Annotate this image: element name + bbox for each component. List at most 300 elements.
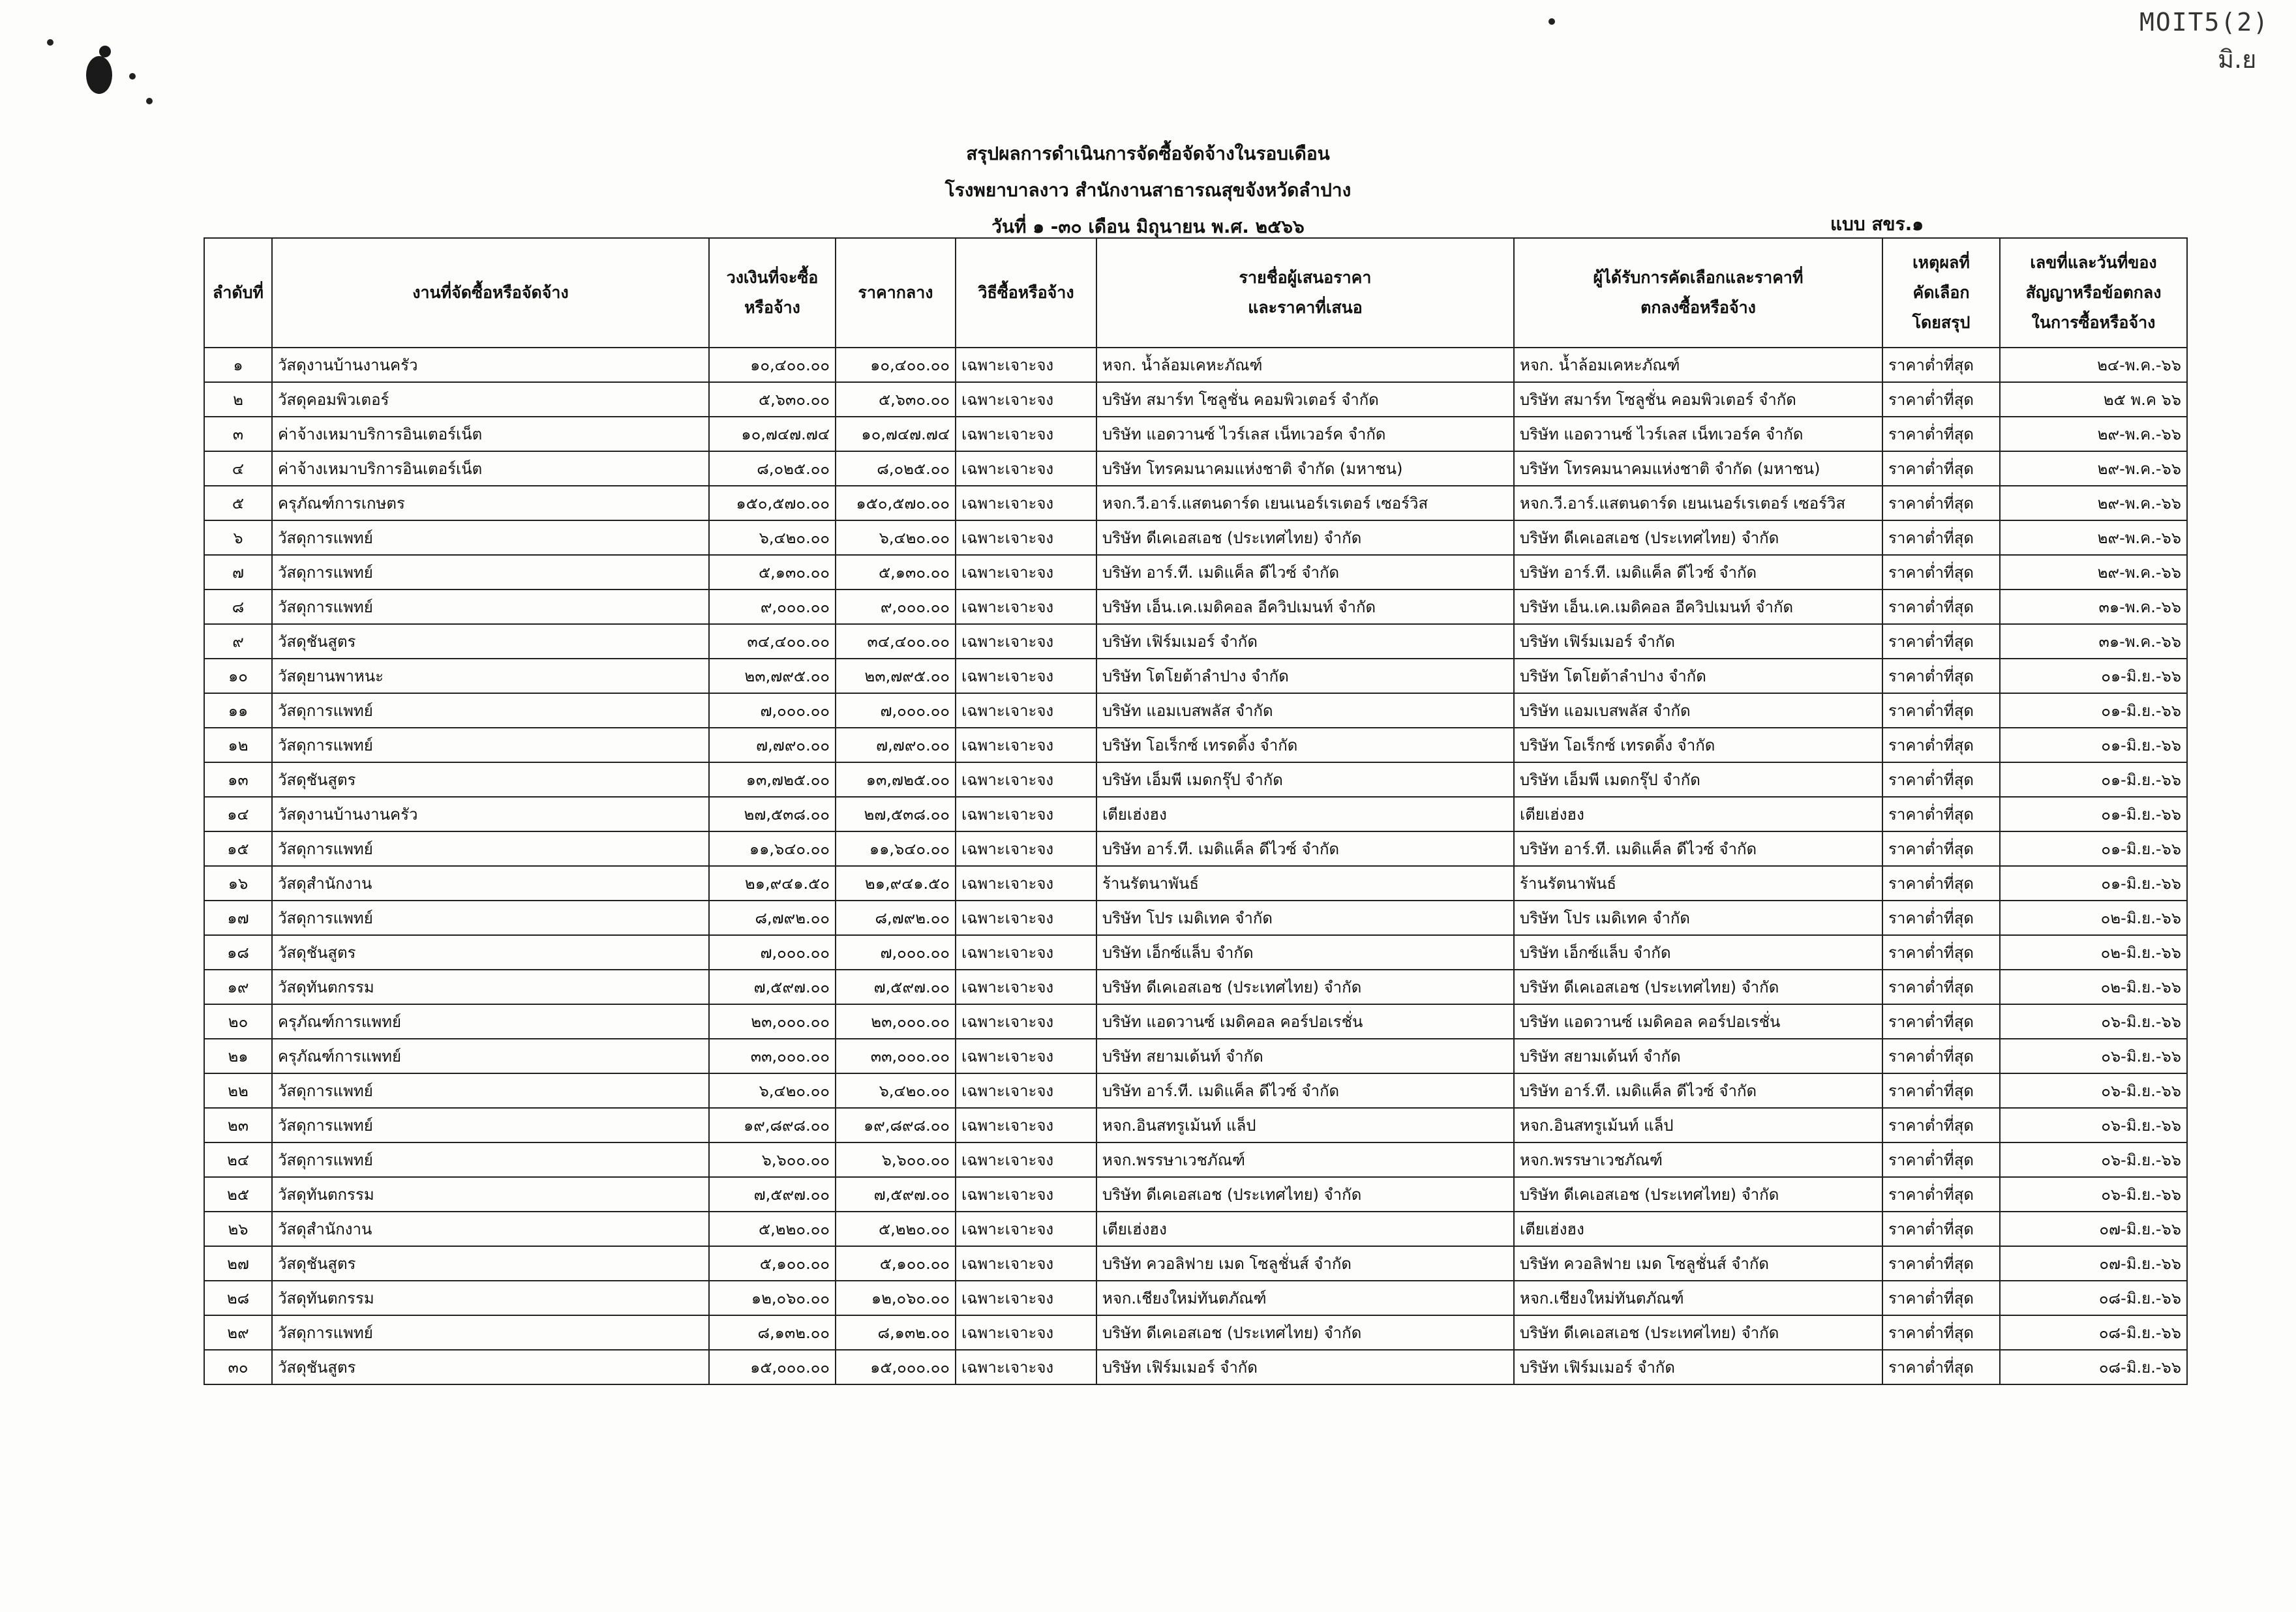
table-row bbox=[204, 659, 2187, 693]
cell-contract: ๐๖-มิ.ย.-๖๖ bbox=[2000, 1177, 2187, 1212]
cell-contract: ๐๒-มิ.ย.-๖๖ bbox=[2000, 970, 2187, 1004]
header-row bbox=[204, 238, 2187, 348]
cell-no: ๘ bbox=[204, 590, 272, 624]
cell-method: เฉพาะเจาะจง bbox=[956, 693, 1096, 728]
cell-winner: บริษัท สยามเด้นท์ จำกัด bbox=[1514, 1039, 1882, 1073]
table-row bbox=[204, 901, 2187, 935]
cell-item: วัสดุการแพทย์ bbox=[272, 693, 709, 728]
cell-winner: บริษัท สมาร์ท โซลูชั่น คอมพิวเตอร์ จำกัด bbox=[1514, 382, 1882, 417]
cell-budget: ๕,๑๓๐.๐๐ bbox=[709, 555, 836, 590]
report-period: วันที่ ๑ -๓๐ เดือน มิถุนายน พ.ศ. ๒๕๖๖ bbox=[991, 216, 1305, 237]
cell-item: วัสดุสำนักงาน bbox=[272, 1212, 709, 1246]
ink-smudge-mark bbox=[86, 56, 112, 94]
cell-reason: ราคาต่ำที่สุด bbox=[1882, 1073, 2000, 1108]
cell-contract: ๒๙-พ.ค.-๖๖ bbox=[2000, 417, 2187, 451]
ink-speck-mark bbox=[129, 73, 136, 80]
table-row bbox=[204, 1142, 2187, 1177]
cell-bidder: บริษัท เอ็กซ์แล็บ จำกัด bbox=[1096, 935, 1514, 970]
cell-reason: ราคาต่ำที่สุด bbox=[1882, 1350, 2000, 1384]
cell-reason: ราคาต่ำที่สุด bbox=[1882, 762, 2000, 797]
cell-item: วัสดุชันสูตร bbox=[272, 1350, 709, 1384]
cell-no: ๑ bbox=[204, 348, 272, 382]
cell-median: ๕,๑๓๐.๐๐ bbox=[836, 555, 956, 590]
cell-method: เฉพาะเจาะจง bbox=[956, 1142, 1096, 1177]
cell-reason: ราคาต่ำที่สุด bbox=[1882, 1281, 2000, 1315]
cell-no: ๑๒ bbox=[204, 728, 272, 762]
cell-bidder: หจก.เชียงใหม่ทันตภัณฑ์ bbox=[1096, 1281, 1514, 1315]
cell-method: เฉพาะเจาะจง bbox=[956, 1073, 1096, 1108]
cell-contract: ๐๑-มิ.ย.-๖๖ bbox=[2000, 762, 2187, 797]
cell-reason: ราคาต่ำที่สุด bbox=[1882, 1177, 2000, 1212]
cell-bidder: บริษัท โตโยต้าลำปาง จำกัด bbox=[1096, 659, 1514, 693]
cell-budget: ๒๑,๙๔๑.๕๐ bbox=[709, 866, 836, 901]
cell-no: ๑๑ bbox=[204, 693, 272, 728]
cell-winner: บริษัท ควอลิฟาย เมด โซลูชั่นส์ จำกัด bbox=[1514, 1246, 1882, 1281]
col-header-item-text: งานที่จัดซื้อหรือจัดจ้าง bbox=[412, 283, 569, 302]
cell-median: ๕,๖๓๐.๐๐ bbox=[836, 382, 956, 417]
cell-median: ๑๙,๘๙๘.๐๐ bbox=[836, 1108, 956, 1142]
cell-no: ๒๕ bbox=[204, 1177, 272, 1212]
cell-median: ๒๗,๕๓๘.๐๐ bbox=[836, 797, 956, 831]
cell-reason: ราคาต่ำที่สุด bbox=[1882, 1039, 2000, 1073]
cell-budget: ๑๐,๗๔๗.๗๔ bbox=[709, 417, 836, 451]
cell-reason: ราคาต่ำที่สุด bbox=[1882, 1004, 2000, 1039]
cell-item: วัสดุการแพทย์ bbox=[272, 901, 709, 935]
cell-method: เฉพาะเจาะจง bbox=[956, 1039, 1096, 1073]
cell-no: ๒๗ bbox=[204, 1246, 272, 1281]
cell-method: เฉพาะเจาะจง bbox=[956, 762, 1096, 797]
ink-speck-mark bbox=[1548, 18, 1555, 25]
cell-bidder: หจก. น้ำล้อมเคหะภัณฑ์ bbox=[1096, 348, 1514, 382]
cell-median: ๕,๑๐๐.๐๐ bbox=[836, 1246, 956, 1281]
cell-no: ๑๖ bbox=[204, 866, 272, 901]
cell-budget: ๒๓,๗๙๕.๐๐ bbox=[709, 659, 836, 693]
cell-winner: บริษัท ดีเคเอสเอช (ประเทศไทย) จำกัด bbox=[1514, 520, 1882, 555]
cell-contract: ๐๒-มิ.ย.-๖๖ bbox=[2000, 901, 2187, 935]
cell-winner: หจก.วี.อาร์.แสตนดาร์ด เยนเนอร์เรเตอร์ เซอร์วิส bbox=[1514, 486, 1882, 520]
cell-reason: ราคาต่ำที่สุด bbox=[1882, 1246, 2000, 1281]
cell-winner: หจก.เชียงใหม่ทันตภัณฑ์ bbox=[1514, 1281, 1882, 1315]
cell-winner: บริษัท เฟิร์มเมอร์ จำกัด bbox=[1514, 624, 1882, 659]
cell-contract: ๐๖-มิ.ย.-๖๖ bbox=[2000, 1039, 2187, 1073]
cell-winner: ร้านรัตนาพันธ์ bbox=[1514, 866, 1882, 901]
cell-median: ๕,๒๒๐.๐๐ bbox=[836, 1212, 956, 1246]
report-title: สรุปผลการดำเนินการจัดซื้อจัดจ้างในรอบเดือน bbox=[966, 143, 1330, 164]
cell-winner: บริษัท เอ็น.เค.เมดิคอล อีควิปเมนท์ จำกัด bbox=[1514, 590, 1882, 624]
cell-median: ๘,๐๒๕.๐๐ bbox=[836, 451, 956, 486]
cell-bidder: บริษัท ดีเคเอสเอช (ประเทศไทย) จำกัด bbox=[1096, 520, 1514, 555]
table-row bbox=[204, 348, 2187, 382]
cell-bidder: บริษัท เอ็มพี เมดกรุ๊ป จำกัด bbox=[1096, 762, 1514, 797]
table-row bbox=[204, 451, 2187, 486]
cell-budget: ๗,๐๐๐.๐๐ bbox=[709, 935, 836, 970]
col-header-winner bbox=[1514, 238, 1882, 348]
cell-item: วัสดุการแพทย์ bbox=[272, 1315, 709, 1350]
cell-bidder: บริษัท ควอลิฟาย เมด โซลูชั่นส์ จำกัด bbox=[1096, 1246, 1514, 1281]
col-header-contract-line1: เลขที่และวันที่ของ bbox=[2030, 253, 2157, 272]
cell-reason: ราคาต่ำที่สุด bbox=[1882, 348, 2000, 382]
table-row bbox=[204, 1281, 2187, 1315]
cell-budget: ๖,๔๒๐.๐๐ bbox=[709, 1073, 836, 1108]
cell-budget: ๕,๑๐๐.๐๐ bbox=[709, 1246, 836, 1281]
cell-contract: ๐๑-มิ.ย.-๖๖ bbox=[2000, 797, 2187, 831]
cell-bidder: บริษัท อาร์.ที. เมดิแค็ล ดีไวซ์ จำกัด bbox=[1096, 555, 1514, 590]
cell-contract: ๒๔-พ.ค.-๖๖ bbox=[2000, 348, 2187, 382]
table-row bbox=[204, 1350, 2187, 1384]
cell-winner: บริษัท ดีเคเอสเอช (ประเทศไทย) จำกัด bbox=[1514, 970, 1882, 1004]
cell-method: เฉพาะเจาะจง bbox=[956, 520, 1096, 555]
cell-no: ๑๗ bbox=[204, 901, 272, 935]
cell-budget: ๑๐,๔๐๐.๐๐ bbox=[709, 348, 836, 382]
cell-winner: หจก.อินสทรูเม้นท์ แล็ป bbox=[1514, 1108, 1882, 1142]
cell-reason: ราคาต่ำที่สุด bbox=[1882, 1108, 2000, 1142]
cell-no: ๑๘ bbox=[204, 935, 272, 970]
table-row bbox=[204, 486, 2187, 520]
cell-reason: ราคาต่ำที่สุด bbox=[1882, 659, 2000, 693]
cell-median: ๙,๐๐๐.๐๐ bbox=[836, 590, 956, 624]
cell-item: วัสดุงานบ้านงานครัว bbox=[272, 348, 709, 382]
cell-winner: บริษัท อาร์.ที. เมดิแค็ล ดีไวซ์ จำกัด bbox=[1514, 555, 1882, 590]
cell-contract: ๐๗-มิ.ย.-๖๖ bbox=[2000, 1212, 2187, 1246]
cell-reason: ราคาต่ำที่สุด bbox=[1882, 590, 2000, 624]
cell-reason: ราคาต่ำที่สุด bbox=[1882, 970, 2000, 1004]
cell-method: เฉพาะเจาะจง bbox=[956, 1212, 1096, 1246]
cell-item: วัสดุการแพทย์ bbox=[272, 728, 709, 762]
cell-bidder: หจก.วี.อาร์.แสตนดาร์ด เยนเนอร์เรเตอร์ เซอร์วิส bbox=[1096, 486, 1514, 520]
cell-median: ๓๓,๐๐๐.๐๐ bbox=[836, 1039, 956, 1073]
table-row bbox=[204, 417, 2187, 451]
ink-speck-mark bbox=[47, 39, 53, 46]
table-row bbox=[204, 555, 2187, 590]
cell-median: ๘,๗๙๒.๐๐ bbox=[836, 901, 956, 935]
cell-item: ครุภัณฑ์การเกษตร bbox=[272, 486, 709, 520]
cell-item: วัสดุชันสูตร bbox=[272, 762, 709, 797]
cell-method: เฉพาะเจาะจง bbox=[956, 901, 1096, 935]
cell-bidder: เตียเฮ่งฮง bbox=[1096, 1212, 1514, 1246]
cell-item: วัสดุการแพทย์ bbox=[272, 555, 709, 590]
cell-budget: ๗,๗๙๐.๐๐ bbox=[709, 728, 836, 762]
table-row bbox=[204, 1315, 2187, 1350]
ink-speck-mark bbox=[146, 98, 153, 104]
cell-budget: ๙,๐๐๐.๐๐ bbox=[709, 590, 836, 624]
table-body bbox=[204, 348, 2187, 1384]
col-header-budget-line2: หรือจ้าง bbox=[744, 298, 800, 317]
table-row bbox=[204, 866, 2187, 901]
col-header-median-text: ราคากลาง bbox=[858, 283, 933, 302]
cell-median: ๑๓,๗๒๕.๐๐ bbox=[836, 762, 956, 797]
cell-budget: ๑๒,๐๖๐.๐๐ bbox=[709, 1281, 836, 1315]
cell-reason: ราคาต่ำที่สุด bbox=[1882, 451, 2000, 486]
cell-contract: ๐๖-มิ.ย.-๖๖ bbox=[2000, 1108, 2187, 1142]
cell-method: เฉพาะเจาะจง bbox=[956, 1281, 1096, 1315]
cell-method: เฉพาะเจาะจง bbox=[956, 1350, 1096, 1384]
cell-no: ๙ bbox=[204, 624, 272, 659]
cell-winner: บริษัท แอดวานซ์ ไวร์เลส เน็ทเวอร์ค จำกัด bbox=[1514, 417, 1882, 451]
cell-winner: บริษัท โปร เมดิเทค จำกัด bbox=[1514, 901, 1882, 935]
cell-budget: ๑๕๐,๕๗๐.๐๐ bbox=[709, 486, 836, 520]
cell-budget: ๓๓,๐๐๐.๐๐ bbox=[709, 1039, 836, 1073]
table-row bbox=[204, 1177, 2187, 1212]
cell-reason: ราคาต่ำที่สุด bbox=[1882, 693, 2000, 728]
cell-median: ๑๐,๗๔๗.๗๔ bbox=[836, 417, 956, 451]
cell-winner: เตียเฮ่งฮง bbox=[1514, 797, 1882, 831]
cell-bidder: บริษัท ดีเคเอสเอช (ประเทศไทย) จำกัด bbox=[1096, 1315, 1514, 1350]
cell-reason: ราคาต่ำที่สุด bbox=[1882, 797, 2000, 831]
cell-contract: ๐๘-มิ.ย.-๖๖ bbox=[2000, 1350, 2187, 1384]
cell-contract: ๐๘-มิ.ย.-๖๖ bbox=[2000, 1281, 2187, 1315]
cell-winner: บริษัท ดีเคเอสเอช (ประเทศไทย) จำกัด bbox=[1514, 1315, 1882, 1350]
cell-winner: บริษัท แอดวานซ์ เมดิคอล คอร์ปอเรชั่น bbox=[1514, 1004, 1882, 1039]
cell-median: ๒๓,๗๙๕.๐๐ bbox=[836, 659, 956, 693]
cell-item: วัสดุการแพทย์ bbox=[272, 831, 709, 866]
cell-bidder: บริษัท สมาร์ท โซลูชั่น คอมพิวเตอร์ จำกัด bbox=[1096, 382, 1514, 417]
cell-contract: ๐๒-มิ.ย.-๖๖ bbox=[2000, 935, 2187, 970]
cell-median: ๑๕,๐๐๐.๐๐ bbox=[836, 1350, 956, 1384]
col-header-budget bbox=[709, 238, 836, 348]
cell-reason: ราคาต่ำที่สุด bbox=[1882, 1315, 2000, 1350]
cell-bidder: ร้านรัตนาพันธ์ bbox=[1096, 866, 1514, 901]
cell-contract: ๐๑-มิ.ย.-๖๖ bbox=[2000, 693, 2187, 728]
cell-median: ๓๔,๔๐๐.๐๐ bbox=[836, 624, 956, 659]
cell-reason: ราคาต่ำที่สุด bbox=[1882, 417, 2000, 451]
cell-median: ๑๒,๐๖๐.๐๐ bbox=[836, 1281, 956, 1315]
cell-winner: หจก. น้ำล้อมเคหะภัณฑ์ bbox=[1514, 348, 1882, 382]
cell-median: ๖,๔๒๐.๐๐ bbox=[836, 1073, 956, 1108]
col-header-item bbox=[272, 238, 709, 348]
cell-budget: ๖,๔๒๐.๐๐ bbox=[709, 520, 836, 555]
cell-median: ๗,๕๙๗.๐๐ bbox=[836, 970, 956, 1004]
cell-no: ๒๙ bbox=[204, 1315, 272, 1350]
cell-budget: ๘,๗๙๒.๐๐ bbox=[709, 901, 836, 935]
cell-method: เฉพาะเจาะจง bbox=[956, 1177, 1096, 1212]
table-row bbox=[204, 970, 2187, 1004]
cell-budget: ๑๙,๘๙๘.๐๐ bbox=[709, 1108, 836, 1142]
report-header bbox=[0, 136, 2296, 245]
table-row bbox=[204, 728, 2187, 762]
cell-winner: หจก.พรรษาเวชภัณฑ์ bbox=[1514, 1142, 1882, 1177]
table-row bbox=[204, 1246, 2187, 1281]
cell-method: เฉพาะเจาะจง bbox=[956, 728, 1096, 762]
cell-item: วัสดุการแพทย์ bbox=[272, 1108, 709, 1142]
cell-budget: ๕,๒๒๐.๐๐ bbox=[709, 1212, 836, 1246]
col-header-reason-line2: คัดเลือก bbox=[1912, 283, 1970, 302]
cell-no: ๒๒ bbox=[204, 1073, 272, 1108]
table-row bbox=[204, 520, 2187, 555]
cell-median: ๗,๐๐๐.๐๐ bbox=[836, 693, 956, 728]
cell-item: วัสดุชันสูตร bbox=[272, 1246, 709, 1281]
cell-contract: ๒๙-พ.ค.-๖๖ bbox=[2000, 520, 2187, 555]
cell-contract: ๓๑-พ.ค.-๖๖ bbox=[2000, 590, 2187, 624]
cell-bidder: เตียเฮ่งฮง bbox=[1096, 797, 1514, 831]
cell-no: ๒๓ bbox=[204, 1108, 272, 1142]
col-header-reason bbox=[1882, 238, 2000, 348]
table-row bbox=[204, 831, 2187, 866]
col-header-median bbox=[836, 238, 956, 348]
table-row bbox=[204, 590, 2187, 624]
cell-contract: ๐๑-มิ.ย.-๖๖ bbox=[2000, 866, 2187, 901]
cell-contract: ๐๑-มิ.ย.-๖๖ bbox=[2000, 728, 2187, 762]
cell-method: เฉพาะเจาะจง bbox=[956, 1246, 1096, 1281]
cell-item: วัสดุคอมพิวเตอร์ bbox=[272, 382, 709, 417]
cell-bidder: บริษัท อาร์.ที. เมดิแค็ล ดีไวซ์ จำกัด bbox=[1096, 831, 1514, 866]
cell-bidder: บริษัท สยามเด้นท์ จำกัด bbox=[1096, 1039, 1514, 1073]
cell-item: วัสดุทันตกรรม bbox=[272, 1281, 709, 1315]
cell-method: เฉพาะเจาะจง bbox=[956, 382, 1096, 417]
cell-bidder: บริษัท เฟิร์มเมอร์ จำกัด bbox=[1096, 1350, 1514, 1384]
cell-median: ๒๓,๐๐๐.๐๐ bbox=[836, 1004, 956, 1039]
col-header-budget-line1: วงเงินที่จะซื้อ bbox=[726, 268, 819, 287]
cell-no: ๒๑ bbox=[204, 1039, 272, 1073]
cell-item: ค่าจ้างเหมาบริการอินเตอร์เน็ต bbox=[272, 451, 709, 486]
cell-item: วัสดุการแพทย์ bbox=[272, 1142, 709, 1177]
cell-budget: ๕,๖๓๐.๐๐ bbox=[709, 382, 836, 417]
col-header-reason-line1: เหตุผลที่ bbox=[1912, 253, 1970, 272]
col-header-method bbox=[956, 238, 1096, 348]
cell-contract: ๐๖-มิ.ย.-๖๖ bbox=[2000, 1004, 2187, 1039]
cell-median: ๖,๖๐๐.๐๐ bbox=[836, 1142, 956, 1177]
cell-budget: ๗,๕๙๗.๐๐ bbox=[709, 970, 836, 1004]
cell-budget: ๑๓,๗๒๕.๐๐ bbox=[709, 762, 836, 797]
cell-winner: บริษัท โตโยต้าลำปาง จำกัด bbox=[1514, 659, 1882, 693]
cell-method: เฉพาะเจาะจง bbox=[956, 590, 1096, 624]
cell-bidder: หจก.อินสทรูเม้นท์ แล็ป bbox=[1096, 1108, 1514, 1142]
cell-no: ๒๖ bbox=[204, 1212, 272, 1246]
cell-contract: ๒๙-พ.ค.-๖๖ bbox=[2000, 555, 2187, 590]
cell-bidder: บริษัท แอมเบสพลัส จำกัด bbox=[1096, 693, 1514, 728]
cell-item: วัสดุการแพทย์ bbox=[272, 1073, 709, 1108]
cell-contract: ๐๖-มิ.ย.-๖๖ bbox=[2000, 1142, 2187, 1177]
cell-bidder: บริษัท โอเร็กซ์ เทรดดิ้ง จำกัด bbox=[1096, 728, 1514, 762]
cell-bidder: บริษัท ดีเคเอสเอช (ประเทศไทย) จำกัด bbox=[1096, 970, 1514, 1004]
cell-bidder: บริษัท เอ็น.เค.เมดิคอล อีควิปเมนท์ จำกัด bbox=[1096, 590, 1514, 624]
cell-median: ๗,๐๐๐.๐๐ bbox=[836, 935, 956, 970]
cell-contract: ๒๙-พ.ค.-๖๖ bbox=[2000, 451, 2187, 486]
cell-budget: ๑๕,๐๐๐.๐๐ bbox=[709, 1350, 836, 1384]
form-code: แบบ สขร.๑ bbox=[1830, 213, 1924, 235]
cell-reason: ราคาต่ำที่สุด bbox=[1882, 1212, 2000, 1246]
cell-median: ๖,๔๒๐.๐๐ bbox=[836, 520, 956, 555]
cell-method: เฉพาะเจาะจง bbox=[956, 451, 1096, 486]
cell-winner: เตียเฮ่งฮง bbox=[1514, 1212, 1882, 1246]
cell-method: เฉพาะเจาะจง bbox=[956, 1004, 1096, 1039]
cell-item: วัสดุการแพทย์ bbox=[272, 520, 709, 555]
cell-item: ครุภัณฑ์การแพทย์ bbox=[272, 1004, 709, 1039]
cell-bidder: บริษัท แอดวานซ์ เมดิคอล คอร์ปอเรชั่น bbox=[1096, 1004, 1514, 1039]
handwritten-corner-note: มิ.ย bbox=[2218, 45, 2257, 74]
cell-reason: ราคาต่ำที่สุด bbox=[1882, 935, 2000, 970]
table-row bbox=[204, 1004, 2187, 1039]
cell-method: เฉพาะเจาะจง bbox=[956, 624, 1096, 659]
cell-budget: ๒๗,๕๓๘.๐๐ bbox=[709, 797, 836, 831]
cell-item: วัสดุทันตกรรม bbox=[272, 1177, 709, 1212]
col-header-winner-line2: ตกลงซื้อหรือจ้าง bbox=[1640, 298, 1756, 317]
cell-item: ค่าจ้างเหมาบริการอินเตอร์เน็ต bbox=[272, 417, 709, 451]
cell-no: ๒๔ bbox=[204, 1142, 272, 1177]
table-row bbox=[204, 1073, 2187, 1108]
cell-contract: ๒๙-พ.ค.-๖๖ bbox=[2000, 486, 2187, 520]
table-row bbox=[204, 382, 2187, 417]
col-header-bidders bbox=[1096, 238, 1514, 348]
cell-item: วัสดุงานบ้านงานครัว bbox=[272, 797, 709, 831]
table-row bbox=[204, 797, 2187, 831]
cell-method: เฉพาะเจาะจง bbox=[956, 935, 1096, 970]
cell-bidder: บริษัท เฟิร์มเมอร์ จำกัด bbox=[1096, 624, 1514, 659]
cell-bidder: บริษัท ดีเคเอสเอช (ประเทศไทย) จำกัด bbox=[1096, 1177, 1514, 1212]
cell-method: เฉพาะเจาะจง bbox=[956, 1108, 1096, 1142]
col-header-bidders-line1: รายชื่อผู้เสนอราคา bbox=[1239, 268, 1372, 287]
cell-item: วัสดุชันสูตร bbox=[272, 624, 709, 659]
cell-contract: ๓๑-พ.ค.-๖๖ bbox=[2000, 624, 2187, 659]
cell-contract: ๒๕ พ.ค ๖๖ bbox=[2000, 382, 2187, 417]
cell-median: ๘,๑๓๒.๐๐ bbox=[836, 1315, 956, 1350]
cell-median: ๗,๕๙๗.๐๐ bbox=[836, 1177, 956, 1212]
cell-median: ๗,๗๙๐.๐๐ bbox=[836, 728, 956, 762]
cell-reason: ราคาต่ำที่สุด bbox=[1882, 486, 2000, 520]
cell-median: ๑๐,๔๐๐.๐๐ bbox=[836, 348, 956, 382]
cell-contract: ๐๖-มิ.ย.-๖๖ bbox=[2000, 1073, 2187, 1108]
ink-smudge-mark bbox=[99, 46, 111, 57]
cell-method: เฉพาะเจาะจง bbox=[956, 1315, 1096, 1350]
cell-no: ๑๐ bbox=[204, 659, 272, 693]
cell-no: ๒๘ bbox=[204, 1281, 272, 1315]
cell-budget: ๒๓,๐๐๐.๐๐ bbox=[709, 1004, 836, 1039]
cell-bidder: บริษัท โทรคมนาคมแห่งชาติ จำกัด (มหาชน) bbox=[1096, 451, 1514, 486]
col-header-contract-line2: สัญญาหรือข้อตกลง bbox=[2025, 283, 2162, 302]
cell-method: เฉพาะเจาะจง bbox=[956, 866, 1096, 901]
cell-no: ๑๔ bbox=[204, 797, 272, 831]
cell-no: ๑๕ bbox=[204, 831, 272, 866]
cell-median: ๒๑,๙๔๑.๕๐ bbox=[836, 866, 956, 901]
cell-method: เฉพาะเจาะจง bbox=[956, 659, 1096, 693]
cell-contract: ๐๗-มิ.ย.-๖๖ bbox=[2000, 1246, 2187, 1281]
col-header-method-text: วิธีซื้อหรือจ้าง bbox=[978, 283, 1074, 302]
cell-bidder: บริษัท อาร์.ที. เมดิแค็ล ดีไวซ์ จำกัด bbox=[1096, 1073, 1514, 1108]
table-row bbox=[204, 1212, 2187, 1246]
table-row bbox=[204, 762, 2187, 797]
cell-budget: ๖,๖๐๐.๐๐ bbox=[709, 1142, 836, 1177]
cell-contract: ๐๑-มิ.ย.-๖๖ bbox=[2000, 659, 2187, 693]
col-header-bidders-line2: และราคาที่เสนอ bbox=[1248, 298, 1363, 317]
cell-contract: ๐๑-มิ.ย.-๖๖ bbox=[2000, 831, 2187, 866]
col-header-contract bbox=[2000, 238, 2187, 348]
cell-winner: บริษัท เฟิร์มเมอร์ จำกัด bbox=[1514, 1350, 1882, 1384]
cell-reason: ราคาต่ำที่สุด bbox=[1882, 520, 2000, 555]
cell-method: เฉพาะเจาะจง bbox=[956, 417, 1096, 451]
cell-method: เฉพาะเจาะจง bbox=[956, 486, 1096, 520]
col-header-no bbox=[204, 238, 272, 348]
cell-winner: บริษัท โทรคมนาคมแห่งชาติ จำกัด (มหาชน) bbox=[1514, 451, 1882, 486]
table-row bbox=[204, 624, 2187, 659]
cell-reason: ราคาต่ำที่สุด bbox=[1882, 382, 2000, 417]
cell-bidder: บริษัท โปร เมดิเทค จำกัด bbox=[1096, 901, 1514, 935]
cell-no: ๓๐ bbox=[204, 1350, 272, 1384]
cell-budget: ๘,๑๓๒.๐๐ bbox=[709, 1315, 836, 1350]
cell-no: ๔ bbox=[204, 451, 272, 486]
cell-method: เฉพาะเจาะจง bbox=[956, 831, 1096, 866]
handwritten-corner-code: MOIT5(2) bbox=[2139, 8, 2270, 37]
cell-no: ๑๓ bbox=[204, 762, 272, 797]
cell-winner: บริษัท อาร์.ที. เมดิแค็ล ดีไวซ์ จำกัด bbox=[1514, 1073, 1882, 1108]
cell-no: ๕ bbox=[204, 486, 272, 520]
cell-no: ๑๙ bbox=[204, 970, 272, 1004]
table-header bbox=[204, 238, 2187, 348]
cell-no: ๓ bbox=[204, 417, 272, 451]
cell-budget: ๘,๐๒๕.๐๐ bbox=[709, 451, 836, 486]
cell-reason: ราคาต่ำที่สุด bbox=[1882, 1142, 2000, 1177]
procurement-table bbox=[204, 237, 2188, 1385]
table-row bbox=[204, 1039, 2187, 1073]
cell-budget: ๓๔,๔๐๐.๐๐ bbox=[709, 624, 836, 659]
